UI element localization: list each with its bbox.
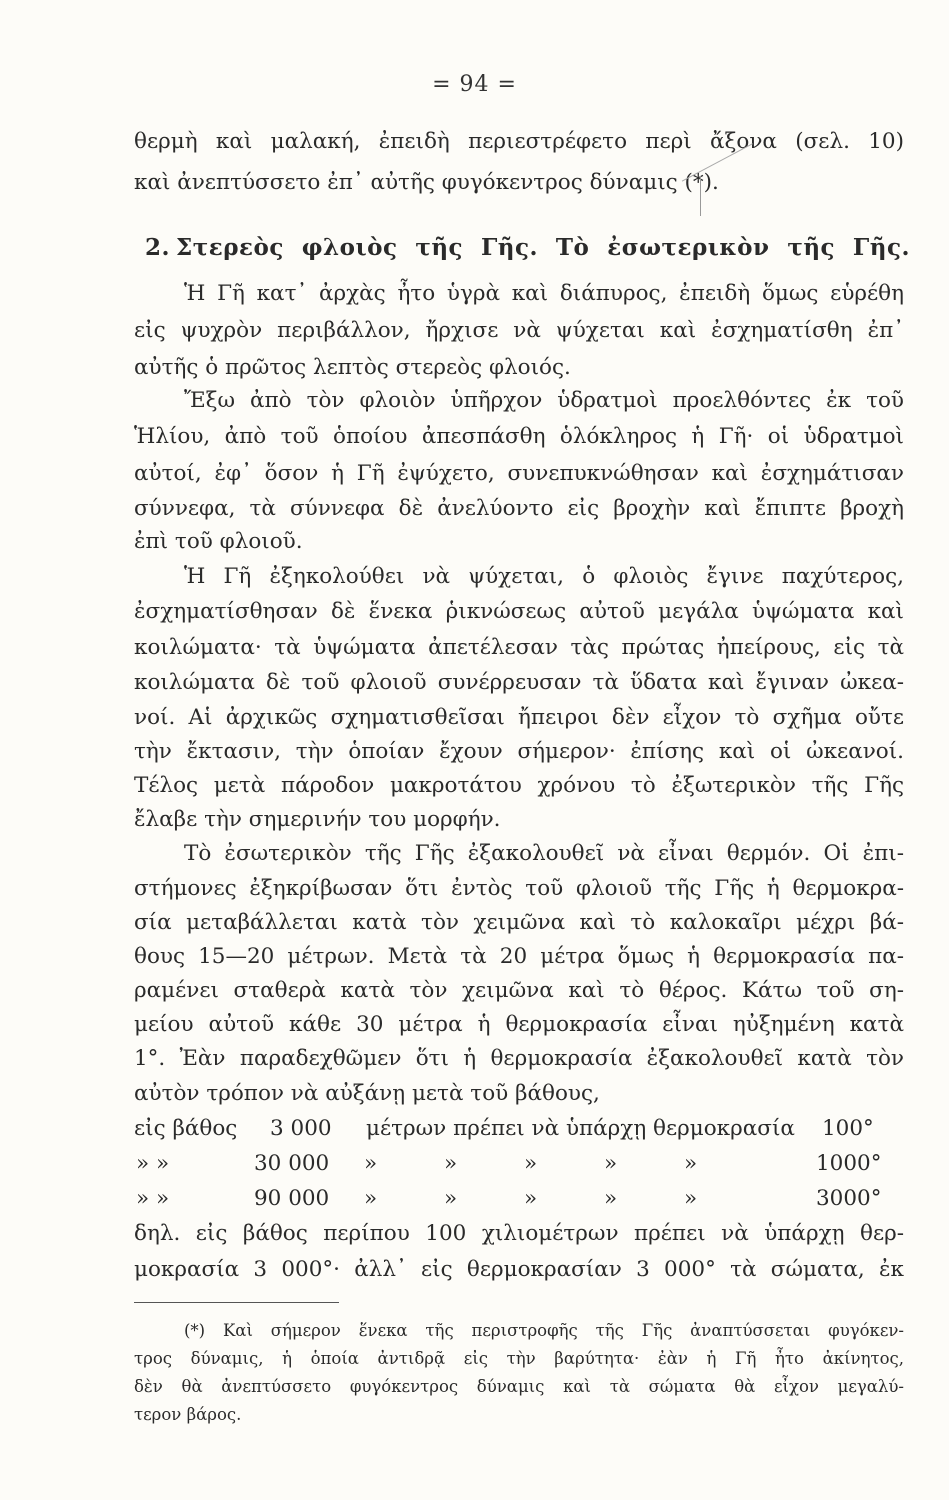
text-line: ραμένει σταθερὰ κατὰ τὸν χειμῶνα καὶ τὸ θέρος. Κάτω τοῦ ση- [134, 978, 904, 1003]
text-line: αὐτοί, ἐφ᾽ ὅσον ἡ Γῆ ἐψύχετο, συνεπυκνώθησαν καὶ ἐσχημάτισαν [134, 461, 904, 486]
text-line: μοκρασία 3 000°· ἀλλ᾽ εἰς θερμοκρασίαν 3 000° τὰ σώματα, ἐκ [134, 1257, 904, 1282]
text-line: δηλ. εἰς βάθος περίπου 100 χιλιομέτρων πρέπει νὰ ὑπάρχῃ θερ- [134, 1221, 904, 1246]
text-line: Ἡ Γῆ κατ᾽ ἀρχὰς ἦτο ὑγρὰ καὶ διάπυρος, ἐπειδὴ ὅμως εὑρέθη [184, 281, 904, 306]
text-line: Ἔξω ἀπὸ τὸν φλοιὸν ὑπῆρχον ὑδρατμοὶ προελθόντες ἐκ τοῦ [184, 388, 904, 413]
row-verb: » » » » » [364, 1151, 698, 1176]
text-line: τὴν ἔκτασιν, τὴν ὁποίαν ἔχουν σήμερον· ἐπίσης καὶ οἱ ὠκεανοί. [134, 739, 904, 764]
pencil-mark [700, 176, 761, 216]
row-prefix: εἰς βάθος [134, 1116, 238, 1141]
text-line: κοιλώματα δὲ τοῦ φλοιοῦ συνέρρευσαν τὰ ὕδατα καὶ ἔγιναν ὠκεα- [134, 670, 904, 695]
text-line: στήμονες ἐξηκρίβωσαν ὅτι ἐντὸς τοῦ φλοιοῦ τῆς Γῆς ἡ θερμοκρα- [134, 876, 904, 901]
text-line: ἐσχηματίσθησαν δὲ ἕνεκα ῥικνώσεως αὐτοῦ μεγάλα ὑψώματα καὶ [134, 599, 904, 624]
text-line: σία μεταβάλλεται κατὰ τὸν χειμῶνα καὶ τὸ καλοκαῖρι μέχρι βά- [134, 910, 904, 935]
text-line: εἰς ψυχρὸν περιβάλλον, ἤρχισε νὰ ψύχεται καὶ ἐσχηματίσθη ἐπ᾽ [134, 318, 904, 343]
text-line: ἔλαβε τὴν σημερινήν του μορφήν. [134, 807, 501, 832]
text-line: θερμὴ καὶ μαλακή, ἐπειδὴ περιεστρέφετο περὶ ἄξονα (σελ. 10) [134, 129, 904, 154]
text-line: Ἡ Γῆ ἐξηκολούθει νὰ ψύχεται, ὁ φλοιὸς ἔγινε παχύτερος, [184, 564, 904, 589]
row-temperature: 1000° [816, 1151, 882, 1176]
text-line: Τὸ ἐσωτερικὸν τῆς Γῆς ἐξακολουθεῖ νὰ εἶναι θερμόν. Οἱ ἐπι- [184, 841, 904, 866]
section-number: 2. [145, 234, 171, 261]
text-line: 1°. Ἐὰν παραδεχθῶμεν ὅτι ἡ θερμοκρασία ἐξακολουθεῖ κατὰ τὸν [134, 1046, 904, 1071]
depth-table-row [134, 1114, 904, 1144]
footnote-line: (*) Καὶ σήμερον ἕνεκα τῆς περιστροφῆς τῆς Γῆς ἀναπτύσσεται φυγόκεν- [184, 1321, 904, 1340]
row-verb: μέτρων πρέπει νὰ ὑπάρχῃ θερμοκρασία [366, 1116, 795, 1141]
text-line: σύννεφα, τὰ σύννεφα δὲ ἀνελύοντο εἰς βροχὴν καὶ ἔπιπτε βροχὴ [134, 496, 904, 521]
text-line: Τέλος μετὰ πάροδον μακροτάτου χρόνου τὸ ἐξωτερικὸν τῆς Γῆς [134, 773, 904, 798]
text-line: αὐτὸν τρόπον νὰ αὐξάνῃ μετὰ τοῦ βάθους, [134, 1081, 600, 1106]
footnote-line: δὲν θὰ ἀνεπτύσσετο φυγόκεντρος δύναμις καὶ τὰ σώματα θὰ εἶχον μεγαλύ- [134, 1377, 904, 1396]
row-depth: 3 000 [270, 1116, 332, 1141]
row-temperature: 100° [822, 1116, 874, 1141]
text-line: νοί. Αἱ ἀρχικῶς σχηματισθεῖσαι ἤπειροι δὲν εἶχον τὸ σχῆμα οὔτε [134, 705, 904, 730]
footnote-line: τρος δύναμις, ἡ ὁποία ἀντιδρᾷ εἰς τὴν βαρύτητα· ἐὰν ἡ Γῆ ἦτο ἀκίνητος, [134, 1349, 904, 1368]
text-line: κοιλώματα· τὰ ὑψώματα ἀπετέλεσαν τὰς πρώτας ἠπείρους, εἰς τὰ [134, 635, 904, 660]
row-prefix: » » [136, 1151, 170, 1176]
row-depth: 90 000 [254, 1186, 330, 1211]
depth-table-row [134, 1184, 904, 1214]
section-heading [145, 234, 910, 261]
text-line: Ἡλίου, ἀπὸ τοῦ ὁποίου ἀπεσπάσθη ὁλόκληρος ἡ Γῆ· οἱ ὑδρατμοὶ [134, 424, 904, 449]
footnote-line: τερον βάρος. [134, 1405, 242, 1424]
text-line: καὶ ἀνεπτύσσετο ἐπ᾽ αὐτῆς φυγόκεντρος δύναμις (*). [134, 170, 719, 195]
row-depth: 30 000 [254, 1151, 330, 1176]
footnote-divider [134, 1302, 339, 1303]
row-temperature: 3000° [816, 1186, 882, 1211]
text-line: ἐπὶ τοῦ φλοιοῦ. [134, 529, 303, 554]
row-prefix: » » [136, 1186, 170, 1211]
depth-table-row [134, 1149, 904, 1179]
row-verb: » » » » » [364, 1186, 698, 1211]
text-line: μείου αὐτοῦ κάθε 30 μέτρα ἡ θερμοκρασία εἶναι ηὐξημένη κατὰ [134, 1012, 904, 1037]
section-title: Στερεὸς φλοιὸς τῆς Γῆς. Τὸ ἐσωτερικὸν τῆς Γῆς. [176, 234, 910, 261]
text-line: θους 15—20 μέτρων. Μετὰ τὰ 20 μέτρα ὅμως ἡ θερμοκρασία πα- [134, 944, 904, 969]
page-number: = 94 = [432, 72, 517, 97]
text-line: αὐτῆς ὁ πρῶτος λεπτὸς στερεὸς φλοιός. [134, 355, 571, 380]
